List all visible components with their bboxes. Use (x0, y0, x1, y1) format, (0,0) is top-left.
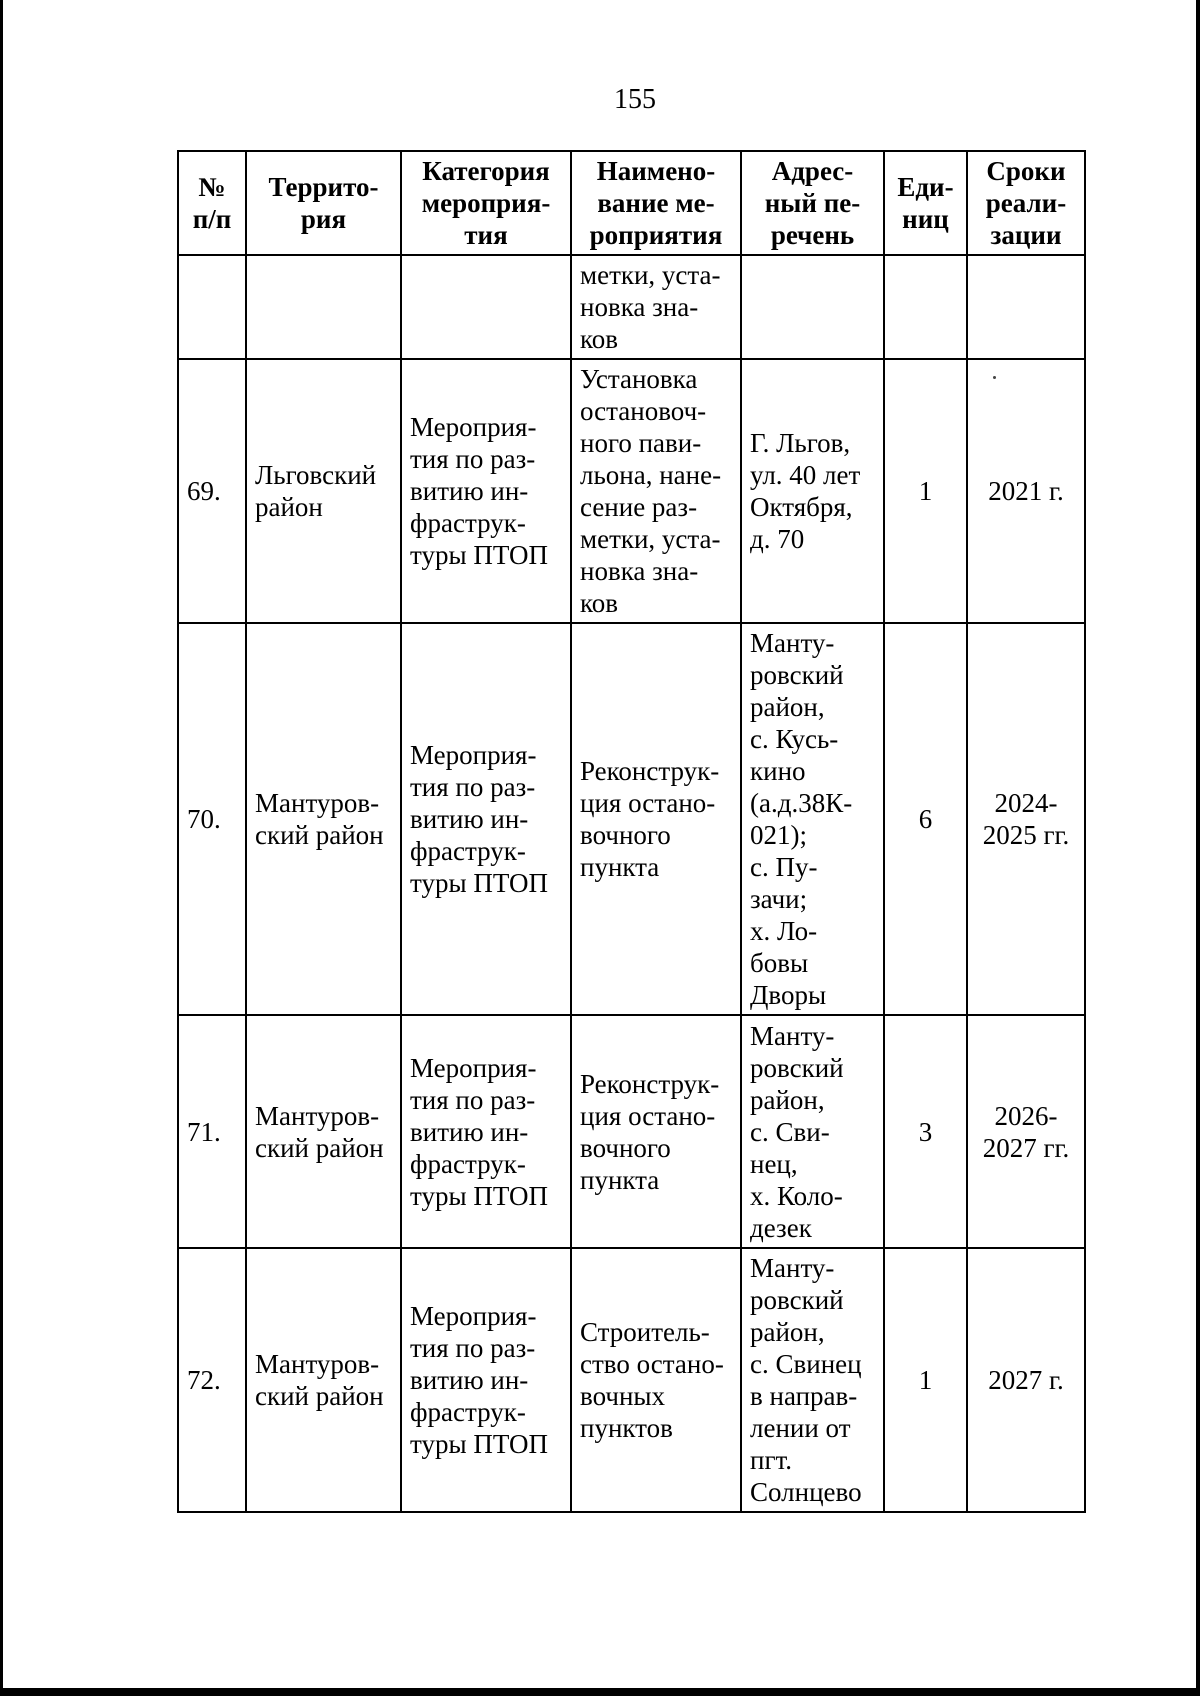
cell-address: Манту- ровский район, с. Сви- нец, х. Коло- дезек (741, 1015, 884, 1248)
cell-num: 69. (178, 359, 246, 623)
cell-num: 71. (178, 1015, 246, 1248)
scan-border-left (0, 0, 3, 1696)
cell-address: Г. Льгов, ул. 40 лет Октября, д. 70 (741, 359, 884, 623)
page-number: 155 (614, 84, 656, 115)
header-address: Адрес- ный пе- речень (741, 151, 884, 255)
cell-name: Реконструк- ция остано- вочного пункта (571, 623, 741, 1015)
cell-name: Установка остановоч- ного пави- льона, нане- сение раз- метки, уста- новка зна- ков (571, 359, 741, 623)
cell-category: Мероприя- тия по раз- витию ин- фраструк- туры ПТОП (401, 1015, 571, 1248)
cell-category: Мероприя- тия по раз- витию ин- фраструк- туры ПТОП (401, 1248, 571, 1512)
scan-speck (993, 376, 996, 379)
cell-empty (401, 255, 571, 359)
table-row (178, 1015, 1085, 1248)
cell-empty (246, 255, 401, 359)
header-terms: Сроки реали- зации (967, 151, 1085, 255)
scan-border-right (1196, 0, 1200, 1696)
cell-address: Манту- ровский район, с. Свинец в направ- лении от пгт. Солнцево (741, 1248, 884, 1512)
cell-units: 1 (884, 359, 967, 623)
header-category: Категория мероприя- тия (401, 151, 571, 255)
cell-territory: Мантуров- ский район (246, 623, 401, 1015)
cell-territory: Льговский район (246, 359, 401, 623)
cell-category: Мероприя- тия по раз- витию ин- фраструк- туры ПТОП (401, 623, 571, 1015)
header-units: Еди- ниц (884, 151, 967, 255)
cell-num: 70. (178, 623, 246, 1015)
cell-empty (884, 255, 967, 359)
cell-empty (741, 255, 884, 359)
cell-name: метки, уста- новка зна- ков (571, 255, 741, 359)
cell-terms: 2021 г. (967, 359, 1085, 623)
cell-num: 72. (178, 1248, 246, 1512)
cell-empty (178, 255, 246, 359)
cell-terms: 2024- 2025 гг. (967, 623, 1085, 1015)
header-name: Наимено- вание ме- роприятия (571, 151, 741, 255)
table-row-continuation (178, 255, 1085, 359)
cell-category: Мероприя- тия по раз- витию ин- фраструк- туры ПТОП (401, 359, 571, 623)
cell-address: Манту- ровский район, с. Кусь- кино (а.д.38К- 021); с. Пу- зачи; х. Ло- бовы Дворы (741, 623, 884, 1015)
scan-border-bottom (0, 1688, 1200, 1696)
cell-territory: Мантуров- ский район (246, 1248, 401, 1512)
cell-units: 1 (884, 1248, 967, 1512)
measures-table (177, 150, 1086, 1513)
cell-territory: Мантуров- ский район (246, 1015, 401, 1248)
header-territory: Террито- рия (246, 151, 401, 255)
table-row (178, 1248, 1085, 1512)
table-header-row (178, 151, 1085, 255)
cell-units: 6 (884, 623, 967, 1015)
cell-units: 3 (884, 1015, 967, 1248)
cell-name: Реконструк- ция остано- вочного пункта (571, 1015, 741, 1248)
cell-terms: 2026- 2027 гг. (967, 1015, 1085, 1248)
table-row (178, 623, 1085, 1015)
header-num: № п/п (178, 151, 246, 255)
cell-name: Строитель- ство остано- вочных пунктов (571, 1248, 741, 1512)
cell-empty (967, 255, 1085, 359)
cell-terms: 2027 г. (967, 1248, 1085, 1512)
table-row (178, 359, 1085, 623)
